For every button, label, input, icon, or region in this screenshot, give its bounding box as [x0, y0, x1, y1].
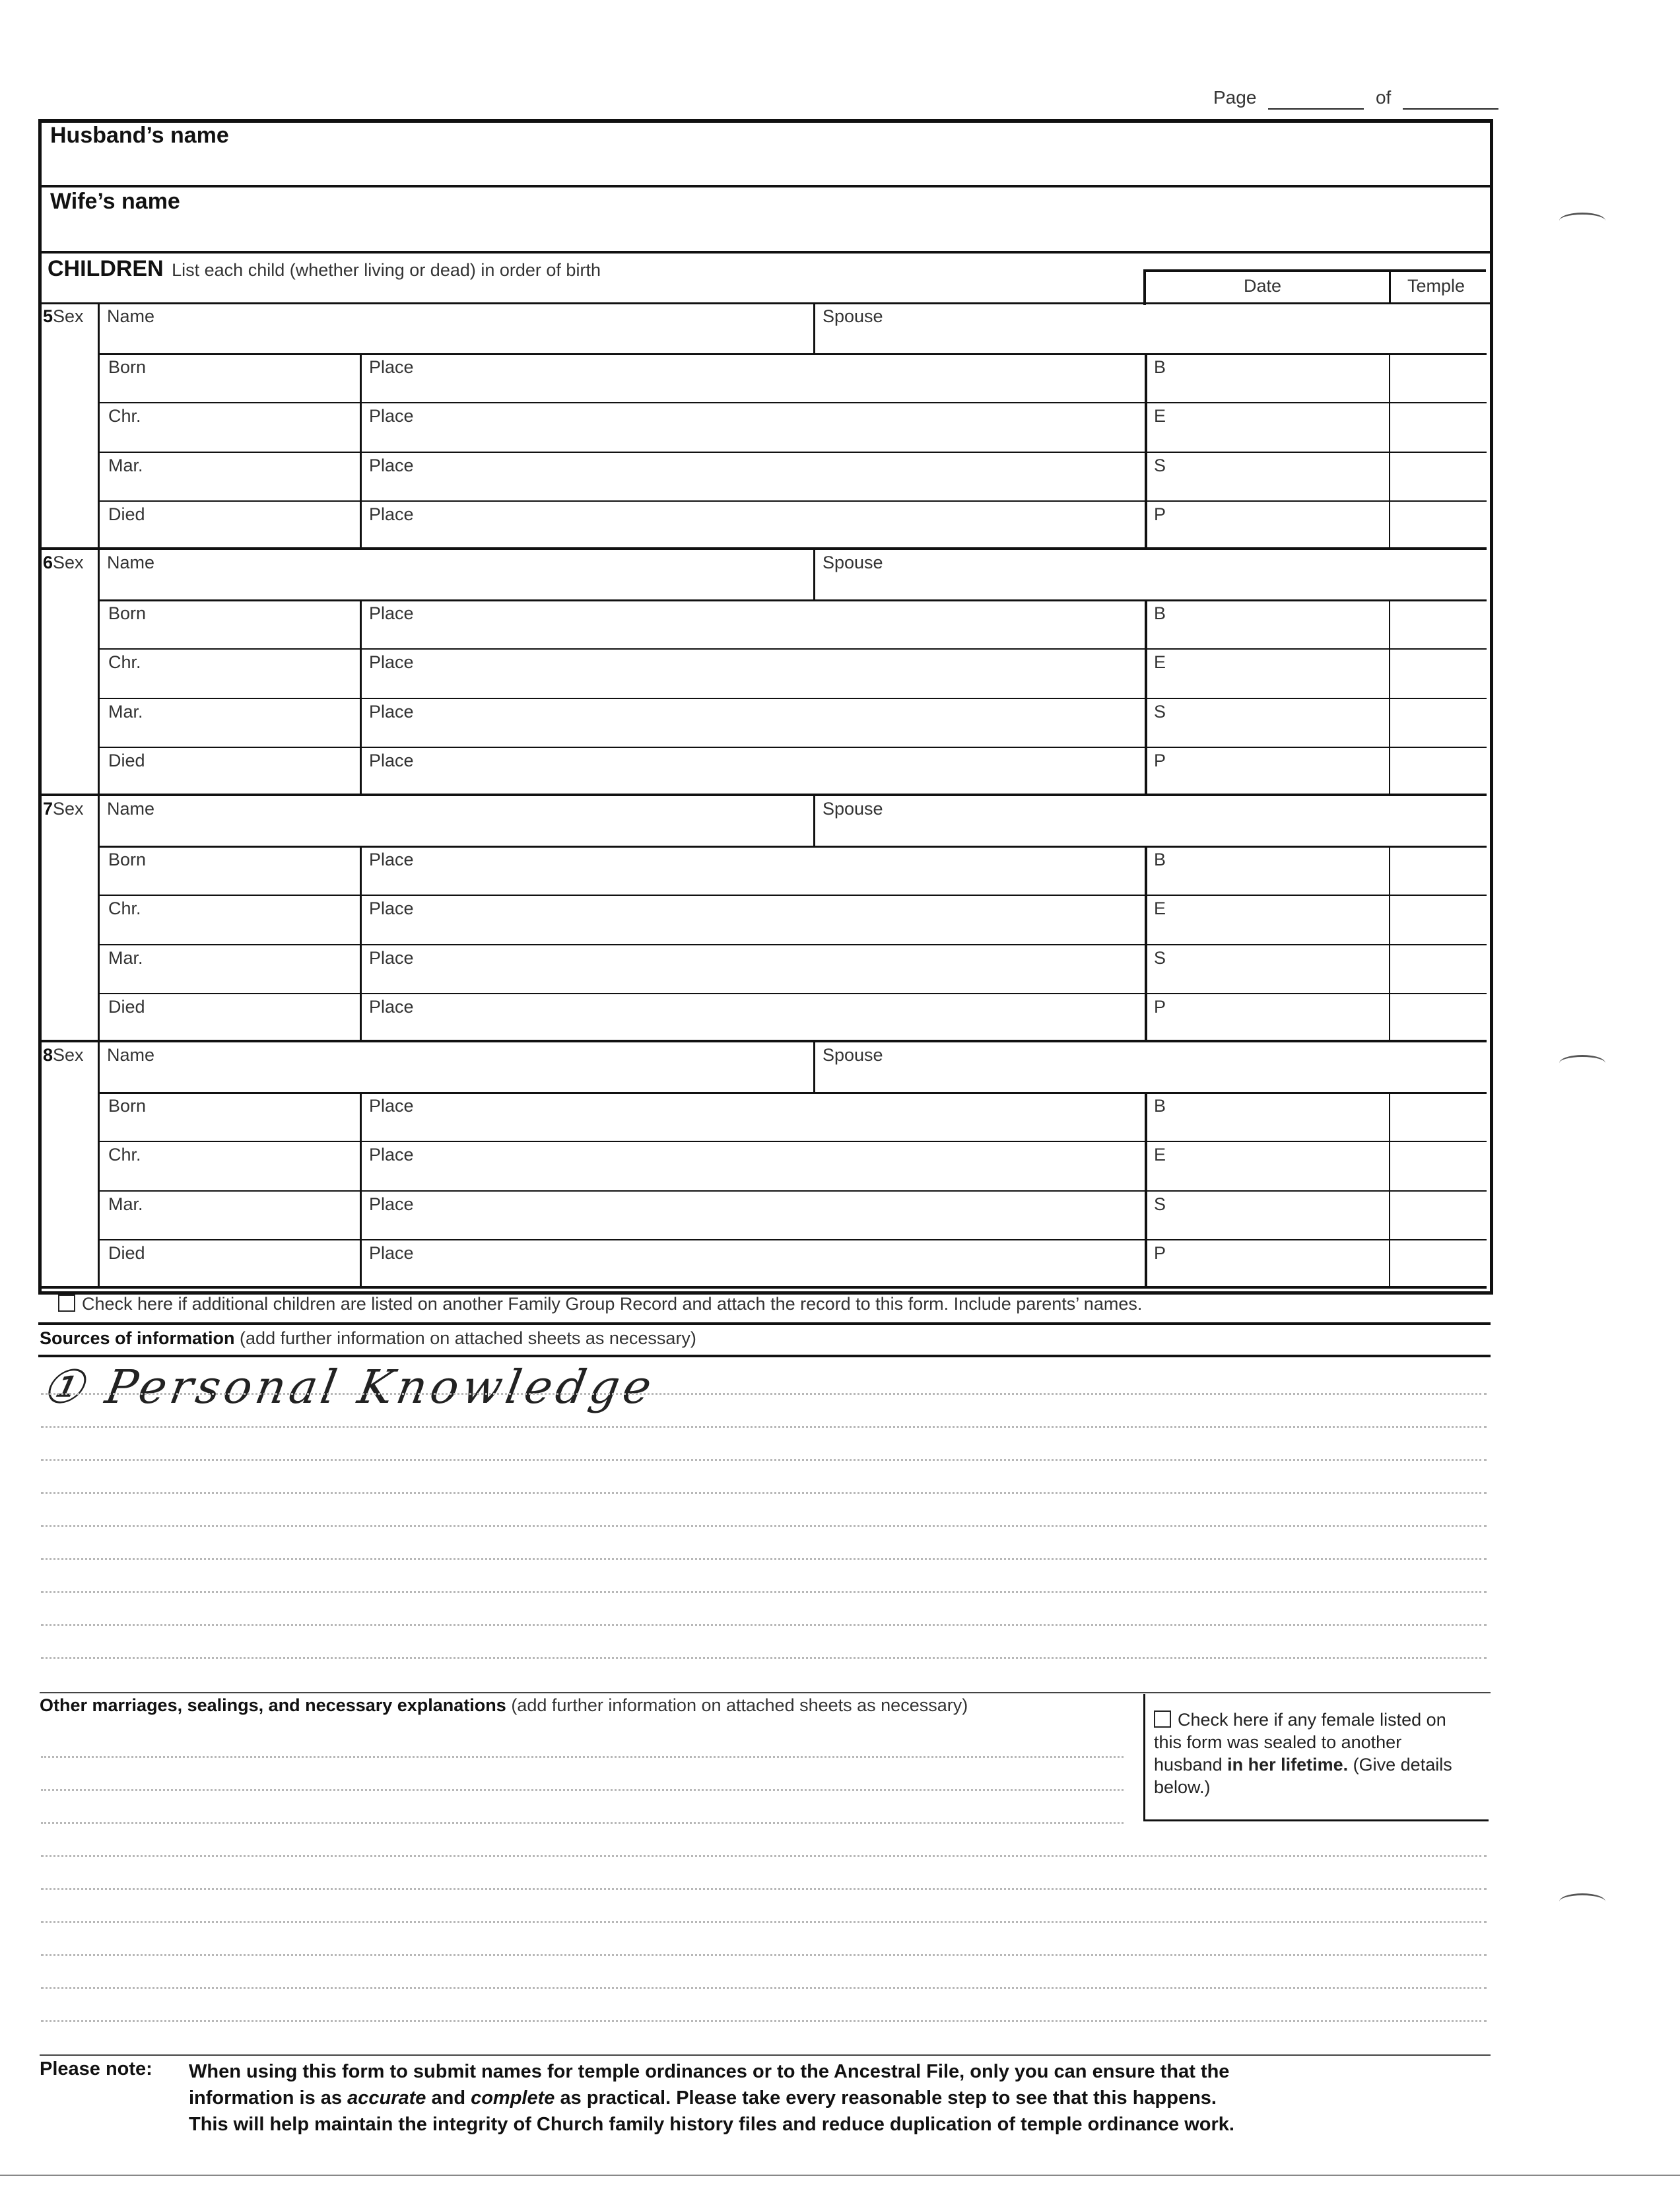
child-7-event-date-field[interactable] — [100, 897, 357, 941]
dotted-line — [41, 1558, 1487, 1560]
dotted-line — [41, 1393, 1487, 1395]
child-8-event-date-field[interactable] — [100, 1242, 357, 1286]
divider — [42, 185, 1490, 187]
child-5-name-label: Name — [107, 306, 155, 326]
child-7-event-date-field[interactable] — [100, 996, 357, 1040]
child-6-ordinance-date-field[interactable] — [1178, 602, 1385, 646]
dotted-line — [41, 1492, 1487, 1494]
child-6-sex[interactable]: 6Sex — [43, 553, 84, 572]
page-number-header — [1213, 87, 1498, 110]
dotted-line — [41, 1822, 1124, 1824]
bottom-edge-line — [0, 2175, 1680, 2176]
divider — [813, 1042, 815, 1092]
child-5-place-field[interactable] — [362, 356, 1142, 400]
child-5-spouse-field[interactable] — [816, 304, 1484, 351]
divider — [98, 796, 100, 1040]
child-5-sex[interactable]: 5Sex — [43, 306, 84, 326]
child-8-place-label: Place — [369, 1095, 414, 1116]
child-5-place-field[interactable] — [362, 405, 1142, 449]
child-5-event-date-field[interactable] — [100, 503, 357, 547]
female-sealed-checkbox[interactable] — [1154, 1710, 1171, 1728]
child-8-spouse-label: Spouse — [823, 1045, 883, 1065]
child-5-event-label: Born — [108, 356, 147, 377]
child-5-place-field[interactable] — [362, 454, 1142, 498]
child-6-event-label: Died — [108, 751, 145, 770]
child-6-ordinance-label: S — [1154, 701, 1166, 722]
divider — [1389, 846, 1390, 1040]
divider — [813, 796, 815, 846]
child-7-ordinance-date-field[interactable] — [1178, 897, 1385, 941]
divider — [98, 452, 1487, 453]
divider — [98, 550, 100, 794]
child-6-spouse-label: Spouse — [823, 553, 883, 572]
divider — [38, 1355, 1491, 1357]
dotted-line — [41, 1591, 1487, 1593]
child-5-event-date-field[interactable] — [100, 454, 357, 498]
child-6-place-field[interactable] — [362, 602, 1142, 646]
husband-name-field[interactable] — [198, 123, 1479, 182]
child-7-spouse-label: Spouse — [823, 799, 883, 819]
binder-hole-mark — [1559, 1055, 1605, 1071]
child-6-event-date-field[interactable] — [100, 700, 357, 745]
divider — [98, 353, 1487, 355]
other-marriages-note: (add further information on attached sheets as necessary) — [511, 1695, 968, 1715]
child-6-place-field[interactable] — [362, 700, 1142, 745]
child-6-spouse-field[interactable] — [816, 550, 1484, 597]
child-7-ordinance-date-field[interactable] — [1178, 848, 1385, 893]
child-8-event-date-field[interactable] — [100, 1143, 357, 1188]
child-5-temple-field[interactable] — [1392, 356, 1484, 400]
child-5-event-label: Mar. — [108, 455, 143, 475]
please-note-line-3: This will help maintain the integrity of Church family history files and reduce duplication of temple ordinance work. — [189, 2114, 1234, 2135]
child-6-place-label: Place — [369, 751, 414, 770]
divider — [360, 1092, 362, 1287]
dotted-line — [41, 1888, 1487, 1890]
child-6-place-field[interactable] — [362, 651, 1142, 695]
child-6-temple-field[interactable] — [1392, 651, 1484, 695]
wife-name-field[interactable] — [198, 189, 1479, 248]
child-7-event-date-field[interactable] — [100, 947, 357, 991]
child-7-name-label: Name — [107, 799, 155, 819]
female-sealed-text-2: (Give details below.) — [1154, 1755, 1452, 1797]
dotted-line — [41, 2020, 1487, 2022]
divider — [98, 648, 1487, 650]
divider — [360, 846, 362, 1040]
child-5-temple-field[interactable] — [1392, 503, 1484, 547]
child-8-ordinance-date-field[interactable] — [1178, 1095, 1385, 1139]
additional-children-checkbox[interactable] — [58, 1295, 75, 1312]
dotted-line — [41, 1756, 1124, 1758]
child-6-event-label: Born — [108, 603, 147, 623]
female-sealed-check — [1154, 1709, 1464, 1798]
divider — [98, 895, 1487, 896]
child-5-ordinance-label: B — [1154, 356, 1166, 377]
divider — [98, 944, 1487, 945]
please-note-line-1: When using this form to submit names for temple ordinances or to the Ancestral File, only you can ensure that the — [189, 2061, 1230, 2082]
dotted-line — [41, 1525, 1487, 1527]
child-8-event-date-field[interactable] — [100, 1095, 357, 1139]
child-8-event-label: Mar. — [108, 1194, 143, 1214]
child-8-place-label: Place — [369, 1145, 414, 1165]
divider — [98, 500, 1487, 502]
dotted-line — [41, 1426, 1487, 1428]
child-8-place-field[interactable] — [362, 1242, 1142, 1286]
child-8-temple-field[interactable] — [1392, 1095, 1484, 1139]
child-6-ordinance-date-field[interactable] — [1178, 749, 1385, 794]
child-7-place-label: Place — [369, 947, 414, 968]
wife-name-label: Wife’s name — [50, 189, 180, 214]
child-5-event-label: Chr. — [108, 406, 141, 426]
child-7-temple-field[interactable] — [1392, 996, 1484, 1040]
children-title: CHILDREN — [48, 256, 164, 281]
female-sealed-text-1: Check here if any female listed on this form was sealed to another husband — [1154, 1710, 1446, 1775]
child-7-place-field[interactable] — [362, 897, 1142, 941]
divider — [1145, 846, 1147, 1040]
child-7-place-field[interactable] — [362, 996, 1142, 1040]
child-5-place-label: Place — [369, 455, 414, 475]
other-marriages-header — [40, 1695, 968, 1716]
divider — [98, 1141, 1487, 1142]
dotted-line — [41, 1789, 1124, 1791]
divider — [360, 599, 362, 794]
child-5-ordinance-date-field[interactable] — [1178, 356, 1385, 400]
divider — [98, 1239, 1487, 1240]
child-7-event-label: Chr. — [108, 898, 141, 918]
sources-handwritten-entry[interactable]: ① Personal Knowledge — [37, 1360, 659, 1414]
child-8-temple-field[interactable] — [1392, 1143, 1484, 1188]
child-6-temple-field[interactable] — [1392, 749, 1484, 794]
child-7-event-label: Mar. — [108, 947, 143, 968]
child-8-ordinance-date-field[interactable] — [1178, 1143, 1385, 1188]
child-6-place-field[interactable] — [362, 749, 1142, 794]
page-total-field[interactable] — [1403, 87, 1498, 110]
child-7-ordinance-date-field[interactable] — [1178, 996, 1385, 1040]
child-8-ordinance-label: B — [1154, 1095, 1166, 1116]
child-5-temple-field[interactable] — [1392, 405, 1484, 449]
child-7-ordinance-label: E — [1154, 898, 1166, 918]
child-8-temple-field[interactable] — [1392, 1242, 1484, 1286]
child-8-place-field[interactable] — [362, 1143, 1142, 1188]
child-7-event-label: Born — [108, 849, 147, 869]
child-6-ordinance-date-field[interactable] — [1178, 651, 1385, 695]
child-8-place-field[interactable] — [362, 1193, 1142, 1237]
child-8-ordinance-date-field[interactable] — [1178, 1242, 1385, 1286]
dotted-line — [41, 1954, 1487, 1956]
divider — [98, 747, 1487, 748]
divider — [360, 353, 362, 548]
child-6-ordinance-date-field[interactable] — [1178, 700, 1385, 745]
sources-note: (add further information on attached sheets as necessary) — [240, 1328, 696, 1348]
binder-hole-mark — [1559, 213, 1605, 229]
page-label: Page — [1213, 87, 1257, 108]
child-8-place-label: Place — [369, 1194, 414, 1214]
divider — [1145, 353, 1147, 548]
child-7-name-field[interactable] — [100, 796, 811, 843]
additional-children-text: Check here if additional children are listed on another Family Group Record and attach the record to this form. Include parents’ names. — [82, 1294, 1143, 1314]
child-6-name-label: Name — [107, 553, 155, 572]
child-7-ordinance-label: B — [1154, 849, 1166, 869]
divider — [98, 1190, 1487, 1192]
child-8-ordinance-label: S — [1154, 1194, 1166, 1214]
child-8-event-date-field[interactable] — [100, 1193, 357, 1237]
dotted-line — [41, 1657, 1487, 1659]
divider — [98, 1042, 100, 1286]
child-5-ordinance-date-field[interactable] — [1178, 503, 1385, 547]
divider — [40, 2054, 1491, 2056]
dotted-line — [41, 1855, 1487, 1857]
divider — [42, 251, 1490, 254]
divider — [1145, 1092, 1147, 1287]
dotted-line — [41, 1624, 1487, 1626]
child-5-place-label: Place — [369, 356, 414, 377]
child-5-spouse-label: Spouse — [823, 306, 883, 326]
child-6-temple-field[interactable] — [1392, 700, 1484, 745]
please-note-body — [189, 2058, 1234, 2138]
child-7-ordinance-label: S — [1154, 947, 1166, 968]
female-sealed-text-bold: in her lifetime. — [1227, 1755, 1349, 1775]
child-8-ordinance-date-field[interactable] — [1178, 1193, 1385, 1237]
child-5-name-field[interactable] — [100, 304, 811, 351]
child-7-ordinance-date-field[interactable] — [1178, 947, 1385, 991]
divider — [98, 846, 1487, 848]
child-7-ordinance-label: P — [1154, 997, 1166, 1017]
child-6-event-label: Chr. — [108, 652, 141, 672]
divider — [98, 993, 1487, 994]
page-number-field[interactable] — [1268, 87, 1364, 110]
divider — [1389, 599, 1390, 794]
child-8-ordinance-label: P — [1154, 1243, 1166, 1263]
child-5-ordinance-date-field[interactable] — [1178, 454, 1385, 498]
child-6-event-date-field[interactable] — [100, 651, 357, 695]
child-5-ordinance-label: E — [1154, 406, 1166, 426]
date-header: Date — [1244, 276, 1282, 296]
children-subtitle: List each child (whether living or dead) in order of birth — [172, 260, 601, 280]
temple-header: Temple — [1407, 276, 1465, 296]
child-5-temple-field[interactable] — [1392, 454, 1484, 498]
additional-children-row — [58, 1294, 1142, 1314]
child-8-name-field[interactable] — [100, 1042, 811, 1089]
child-6-place-label: Place — [369, 652, 414, 672]
child-6-event-date-field[interactable] — [100, 749, 357, 794]
child-6-event-date-field[interactable] — [100, 602, 357, 646]
child-6-ordinance-label: P — [1154, 751, 1166, 770]
child-8-place-label: Place — [369, 1243, 414, 1263]
child-8-name-label: Name — [107, 1045, 155, 1065]
child-5-place-field[interactable] — [362, 503, 1142, 547]
child-7-temple-field[interactable] — [1392, 897, 1484, 941]
child-6-temple-field[interactable] — [1392, 602, 1484, 646]
child-6-name-field[interactable] — [100, 550, 811, 597]
divider — [40, 1692, 1491, 1693]
child-7-sex[interactable]: 7Sex — [43, 799, 84, 819]
child-8-event-label: Died — [108, 1243, 145, 1263]
child-7-place-label: Place — [369, 898, 414, 918]
child-6-ordinance-label: B — [1154, 603, 1166, 623]
child-5-ordinance-label: P — [1154, 504, 1166, 524]
sources-title: Sources of information — [40, 1328, 235, 1348]
child-7-place-field[interactable] — [362, 848, 1142, 893]
child-8-temple-field[interactable] — [1392, 1193, 1484, 1237]
child-5-event-date-field[interactable] — [100, 405, 357, 449]
child-block-divider — [42, 1286, 1487, 1289]
children-header — [48, 256, 601, 282]
other-marriages-title: Other marriages, sealings, and necessary explanations — [40, 1695, 506, 1715]
child-6-place-label: Place — [369, 701, 414, 722]
child-8-event-label: Born — [108, 1095, 147, 1116]
child-5-ordinance-date-field[interactable] — [1178, 405, 1385, 449]
child-5-ordinance-label: S — [1154, 455, 1166, 475]
divider — [98, 402, 1487, 403]
dotted-line — [41, 1987, 1487, 1989]
please-note-line-2: information is as accurate and complete as practical. Please take every reasonable step to see that this happens. — [189, 2087, 1217, 2109]
please-note-label: Please note: — [40, 2058, 152, 2080]
child-7-temple-field[interactable] — [1392, 848, 1484, 893]
child-7-place-label: Place — [369, 997, 414, 1017]
divider — [98, 599, 1487, 601]
sources-header — [40, 1328, 696, 1349]
child-7-place-field[interactable] — [362, 947, 1142, 991]
divider — [1389, 271, 1391, 304]
child-7-event-label: Died — [108, 997, 145, 1017]
child-8-sex[interactable]: 8Sex — [43, 1045, 84, 1065]
dotted-line — [41, 1921, 1487, 1923]
divider — [38, 1322, 1491, 1325]
dotted-line — [41, 1459, 1487, 1461]
divider — [813, 550, 815, 599]
child-8-spouse-field[interactable] — [816, 1042, 1484, 1089]
child-5-place-label: Place — [369, 406, 414, 426]
divider — [98, 304, 100, 547]
divider — [98, 1092, 1487, 1094]
of-label: of — [1375, 87, 1392, 108]
child-5-event-date-field[interactable] — [100, 356, 357, 400]
divider — [1389, 1092, 1390, 1287]
child-5-place-label: Place — [369, 504, 414, 524]
divider — [98, 698, 1487, 699]
child-8-place-field[interactable] — [362, 1095, 1142, 1139]
child-8-ordinance-label: E — [1154, 1145, 1166, 1165]
divider — [1389, 353, 1390, 548]
child-7-spouse-field[interactable] — [816, 796, 1484, 843]
divider — [813, 304, 815, 353]
binder-hole-mark — [1559, 1893, 1605, 1910]
child-7-place-label: Place — [369, 849, 414, 869]
husband-name-label: Husband’s name — [50, 123, 229, 148]
child-6-event-label: Mar. — [108, 701, 143, 722]
child-6-place-label: Place — [369, 603, 414, 623]
child-5-event-label: Died — [108, 504, 145, 524]
child-7-event-date-field[interactable] — [100, 848, 357, 893]
child-7-temple-field[interactable] — [1392, 947, 1484, 991]
child-8-event-label: Chr. — [108, 1145, 141, 1165]
divider — [1145, 599, 1147, 794]
child-6-ordinance-label: E — [1154, 652, 1166, 672]
